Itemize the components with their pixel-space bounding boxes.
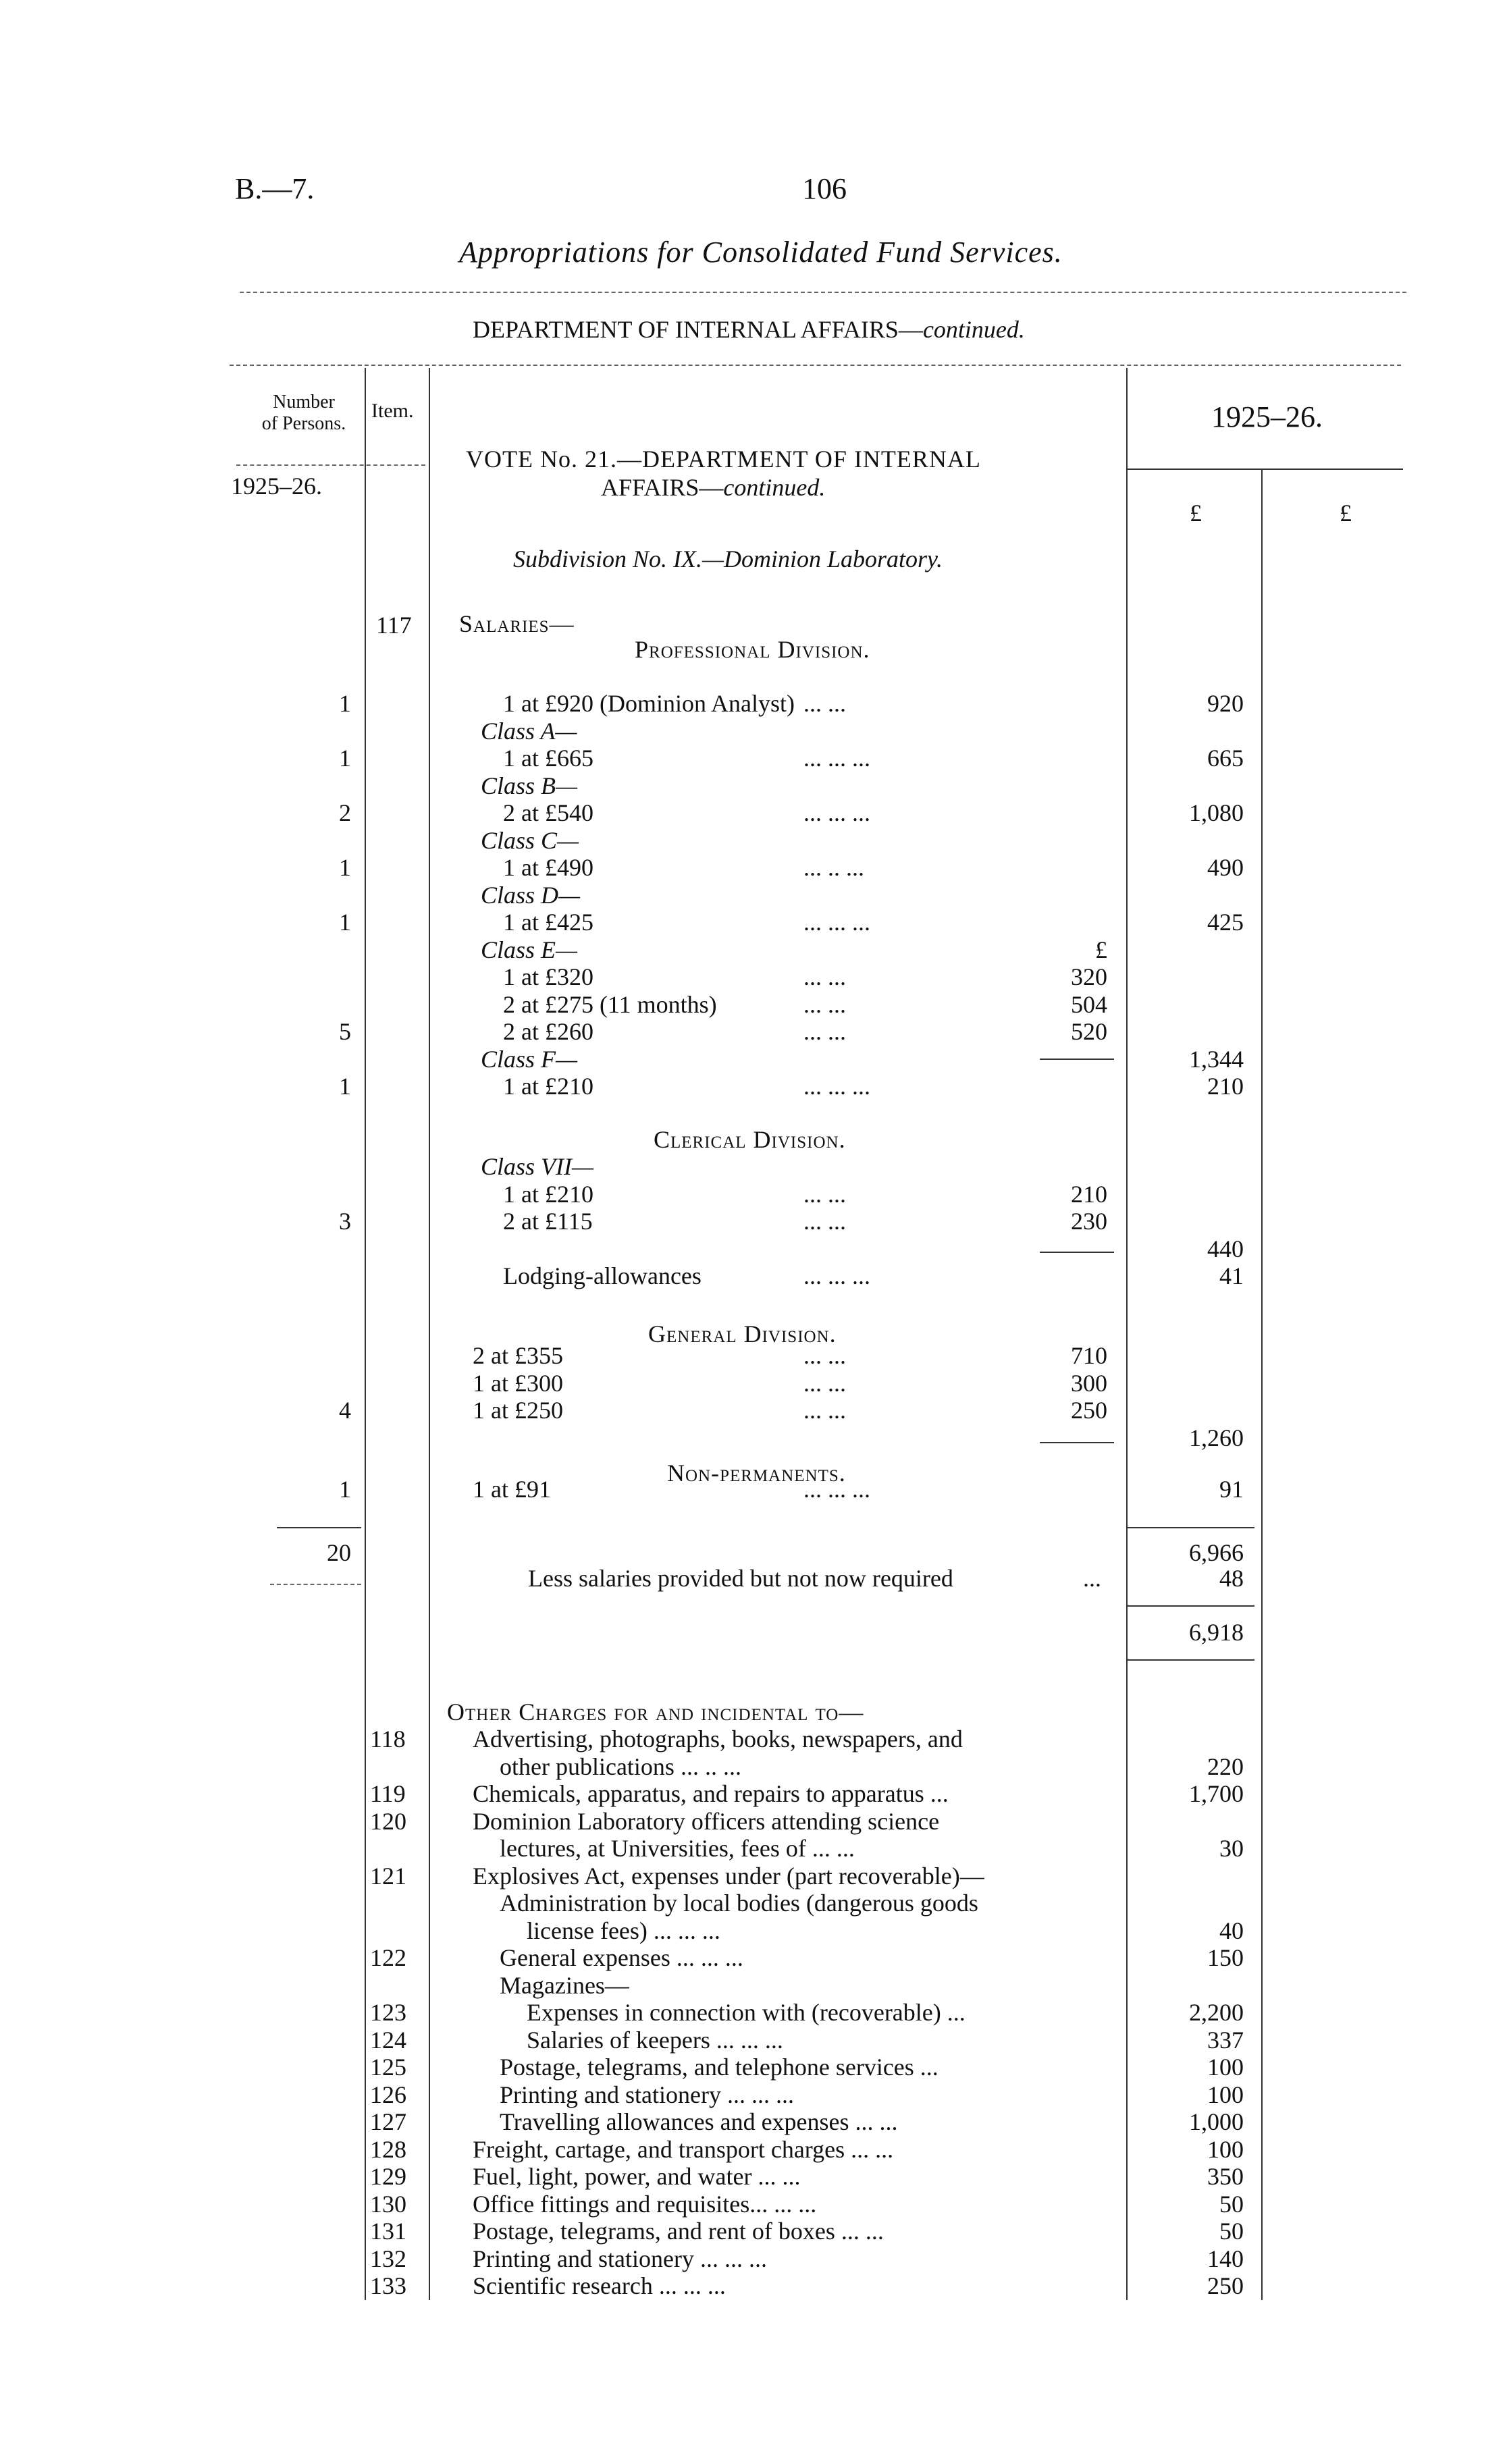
row-amount: 210: [1207, 1073, 1244, 1100]
row-description: 2 at £355: [473, 1342, 563, 1369]
item-number: 119: [370, 1780, 406, 1807]
persons-count: 1: [339, 854, 351, 881]
page-number: 106: [802, 172, 847, 205]
row-description: Class D—: [481, 881, 581, 909]
charge-amount: 100: [1207, 2135, 1244, 2163]
charge-description: Magazines—: [500, 1971, 629, 1999]
pound-column-2: £: [1340, 500, 1352, 527]
year-header-right: 1925–26.: [1211, 400, 1323, 433]
item-number: 125: [370, 2054, 406, 2081]
year-header-left: 1925–26.: [231, 473, 322, 500]
less-salaries-label: Less salaries provided but not now required: [528, 1565, 953, 1592]
persons-count: 4: [339, 1397, 351, 1424]
charge-amount: 100: [1207, 2081, 1244, 2108]
charge-description: Postage, telegrams, and telephone services ...: [500, 2054, 938, 2081]
leader-dots: ... ... ...: [803, 799, 870, 826]
charge-description: Postage, telegrams, and rent of boxes ... ...: [473, 2218, 884, 2245]
item-number: 127: [370, 2108, 406, 2135]
row-description: 1 at £91: [473, 1476, 551, 1503]
leader-dots: ... .. ...: [803, 854, 864, 881]
charge-amount: 150: [1207, 1944, 1244, 1971]
item-number: 133: [370, 2272, 406, 2299]
leader-dots: ... ...: [803, 1018, 846, 1045]
row-description: 1 at £210: [503, 1073, 593, 1100]
vote-title: VOTE No. 21.—DEPARTMENT OF INTERNAL: [466, 446, 981, 473]
other-charges-heading: Other Charges for and incidental to—: [447, 1698, 864, 1725]
row-amount: 1,260: [1189, 1424, 1244, 1451]
item-number: 122: [370, 1944, 406, 1971]
row-description: 1 at £490: [503, 854, 593, 881]
net-total-rule-bottom: [1126, 1659, 1254, 1661]
amount-columns-divider: [1261, 468, 1263, 2300]
charge-description: Printing and stationery ... ... ...: [473, 2245, 767, 2272]
persons-count: 1: [339, 690, 351, 717]
row-description: 1 at £665: [503, 745, 593, 772]
leader-dots: ... ... ...: [803, 1476, 870, 1503]
row-description: 1 at £425: [503, 909, 593, 936]
number-of-persons-header: Number of Persons.: [261, 392, 346, 435]
row-description: 1 at £320: [503, 963, 593, 990]
charge-amount: 50: [1219, 2190, 1244, 2218]
persons-count: 1: [339, 909, 351, 936]
charge-description: other publications ... .. ...: [500, 1752, 741, 1780]
page-reference: B.—7.: [235, 172, 315, 205]
leader-dots: ... ... ...: [803, 1073, 870, 1100]
charge-description: Dominion Laboratory officers attending science: [473, 1807, 940, 1835]
leader-dots: ... ...: [803, 690, 846, 717]
charge-description: Fuel, light, power, and water ... ...: [473, 2163, 801, 2190]
pound-column-1: £: [1190, 500, 1202, 527]
charge-amount: 250: [1207, 2272, 1244, 2299]
row-amount: 665: [1207, 745, 1244, 772]
item-number: 126: [370, 2081, 406, 2108]
leader-dots: ... ... ...: [803, 909, 870, 936]
row-description: Lodging-allowances: [503, 1262, 702, 1289]
charge-amount: 2,200: [1189, 1999, 1244, 2026]
professional-division-heading: Professional Division.: [635, 636, 870, 663]
persons-count: 1: [339, 745, 351, 772]
non-permanents-heading: Non-permanents.: [667, 1459, 846, 1487]
leader-dots: ... ...: [803, 1397, 846, 1424]
persons-count: 1: [339, 1073, 351, 1100]
item-number: 123: [370, 1999, 406, 2026]
subtotal-amount: 320: [1071, 963, 1107, 990]
row-amount: 1,080: [1189, 799, 1244, 826]
persons-count: 1: [339, 1476, 351, 1503]
charge-amount: 337: [1207, 2026, 1244, 2054]
row-description: Class F—: [481, 1045, 578, 1073]
general-division-heading: General Division.: [648, 1320, 837, 1347]
charge-amount: 140: [1207, 2245, 1244, 2272]
item-header: Item.: [371, 400, 414, 422]
subtotal-amount: £: [1095, 936, 1107, 963]
row-description: 1 at £920 (Dominion Analyst): [503, 690, 795, 717]
row-description: Class E—: [481, 936, 578, 963]
charge-description: Advertising, photographs, books, newspapers, and: [473, 1725, 963, 1752]
charge-description: Chemicals, apparatus, and repairs to apparatus ...: [473, 1780, 949, 1807]
gross-total-rule: [1126, 1527, 1254, 1528]
charge-description: Explosives Act, expenses under (part recoverable)—: [473, 1862, 984, 1890]
item-number: 118: [370, 1725, 406, 1752]
row-description: 2 at £260: [503, 1018, 593, 1045]
salaries-heading: Salaries—: [459, 610, 575, 637]
subtotal-amount: 520: [1071, 1018, 1107, 1045]
charge-amount: 1,000: [1189, 2108, 1244, 2135]
row-description: 1 at £300: [473, 1369, 563, 1397]
charge-amount: 1,700: [1189, 1780, 1244, 1807]
leader-dots: ... ... ...: [803, 745, 870, 772]
persons-total: 20: [327, 1539, 351, 1566]
item-number: 129: [370, 2163, 406, 2190]
net-salaries-total: 6,918: [1189, 1619, 1244, 1646]
persons-count: 2: [339, 799, 351, 826]
subdivision-heading: Subdivision No. IX.—Dominion Laboratory.: [513, 545, 943, 572]
row-amount: 440: [1207, 1235, 1244, 1262]
less-salaries-dots: ...: [1083, 1565, 1101, 1592]
charge-description: Expenses in connection with (recoverable) ...: [527, 1999, 966, 2026]
item-number: 130: [370, 2190, 406, 2218]
row-description: Class VII—: [481, 1153, 594, 1180]
subtotal-amount: 210: [1071, 1180, 1107, 1208]
class-e-subtotal-rule: [1040, 1059, 1114, 1060]
leader-dots: ... ...: [803, 963, 846, 990]
charge-amount: 100: [1207, 2054, 1244, 2081]
charge-description: Administration by local bodies (dangerous goods: [500, 1890, 978, 1917]
charge-description: lectures, at Universities, fees of ... ...: [500, 1835, 855, 1862]
description-amount-divider: [1126, 368, 1128, 2300]
item-number: 121: [370, 1862, 406, 1890]
less-salaries-amount: 48: [1219, 1565, 1244, 1592]
subtotal-amount: 710: [1071, 1342, 1107, 1369]
leader-dots: ... ...: [803, 1369, 846, 1397]
row-description: Class B—: [481, 772, 578, 799]
net-total-rule-top: [1126, 1605, 1254, 1607]
row-description: 2 at £115: [503, 1208, 593, 1235]
charge-description: Printing and stationery ... ... ...: [500, 2081, 794, 2108]
item-description-divider: [429, 368, 430, 2300]
vote-title-continued: AFFAIRS—continued.: [601, 474, 826, 501]
row-description: 2 at £540: [503, 799, 593, 826]
row-description: Class A—: [481, 717, 577, 745]
row-amount: 425: [1207, 909, 1244, 936]
charge-amount: 220: [1207, 1752, 1244, 1780]
charge-description: Scientific research ... ... ...: [473, 2272, 726, 2299]
row-amount: 91: [1219, 1476, 1244, 1503]
leader-dots: ... ...: [803, 1208, 846, 1235]
clerical-subtotal-rule: [1040, 1252, 1114, 1253]
persons-count: 5: [339, 1018, 351, 1045]
year-rule-right: [1126, 468, 1403, 470]
page-title: Appropriations for Consolidated Fund Services.: [459, 236, 1063, 269]
leader-dots: ... ...: [803, 1180, 846, 1208]
persons-bottom-rule: [270, 1584, 361, 1585]
charge-amount: 350: [1207, 2163, 1244, 2190]
salaries-item-number: 117: [376, 612, 412, 639]
persons-count: 3: [339, 1208, 351, 1235]
row-amount: 41: [1219, 1262, 1244, 1289]
persons-total-rule: [277, 1527, 361, 1528]
persons-item-divider: [365, 368, 366, 2300]
charge-description: license fees) ... ... ...: [527, 1917, 720, 1944]
charge-amount: 50: [1219, 2218, 1244, 2245]
leader-dots: ... ...: [803, 990, 846, 1018]
subtotal-amount: 300: [1071, 1369, 1107, 1397]
charge-amount: 30: [1219, 1835, 1244, 1862]
item-number: 131: [370, 2218, 406, 2245]
charge-description: Salaries of keepers ... ... ...: [527, 2026, 783, 2054]
department-rule: [230, 365, 1401, 366]
leader-dots: ... ...: [803, 1342, 846, 1369]
item-number: 132: [370, 2245, 406, 2272]
department-heading: DEPARTMENT OF INTERNAL AFFAIRS—continued.: [473, 316, 1025, 343]
year-rule-left: [236, 464, 425, 466]
item-number: 128: [370, 2135, 406, 2163]
row-amount: 1,344: [1189, 1045, 1244, 1073]
row-amount: 920: [1207, 690, 1244, 717]
item-number: 124: [370, 2026, 406, 2054]
item-number: 120: [370, 1807, 406, 1835]
subtotal-amount: 504: [1071, 990, 1107, 1018]
charge-description: Freight, cartage, and transport charges ... ...: [473, 2135, 894, 2163]
leader-dots: ... ... ...: [803, 1262, 870, 1289]
charge-description: Travelling allowances and expenses ... ...: [500, 2108, 898, 2135]
row-description: 1 at £250: [473, 1397, 563, 1424]
general-subtotal-rule: [1040, 1442, 1114, 1443]
row-description: Class C—: [481, 826, 579, 854]
subtotal-amount: 230: [1071, 1208, 1107, 1235]
clerical-division-heading: Clerical Division.: [654, 1126, 846, 1153]
row-description: 2 at £275 (11 months): [503, 990, 717, 1018]
title-rule: [240, 292, 1406, 293]
charge-amount: 40: [1219, 1917, 1244, 1944]
row-description: 1 at £210: [503, 1180, 593, 1208]
charge-description: Office fittings and requisites... ... ...: [473, 2190, 817, 2218]
subtotal-amount: 250: [1071, 1397, 1107, 1424]
gross-salaries-total: 6,966: [1189, 1539, 1244, 1566]
row-amount: 490: [1207, 854, 1244, 881]
charge-description: General expenses ... ... ...: [500, 1944, 743, 1971]
